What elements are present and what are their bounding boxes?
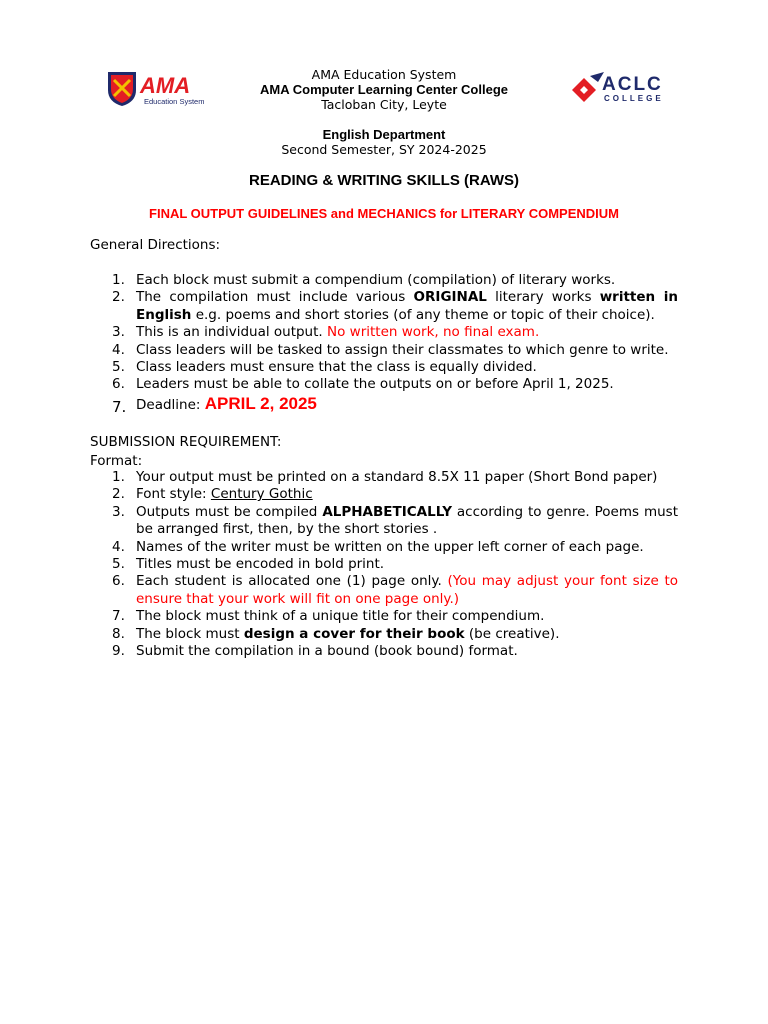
submission-list — [90, 469, 678, 660]
list-item: 5. Titles must be encoded in bold print. — [112, 556, 385, 573]
deadline-item: 7. Deadline: APRIL 2, 2025 — [112, 393, 317, 416]
ama-logo-text: AMA — [140, 73, 191, 98]
institution-location: Tacloban City, Leyte — [321, 97, 447, 112]
institution-name: AMA Computer Learning Center College — [260, 82, 508, 97]
list-item: 1. Your output must be printed on a standard 8.5X 11 paper (Short Bond paper) — [112, 469, 658, 485]
submission-heading: SUBMISSION REQUIREMENT: — [90, 434, 282, 450]
ama-logo-subtext: Education System — [144, 97, 205, 106]
guidelines-title: FINAL OUTPUT GUIDELINES and MECHANICS for LITERARY COMPENDIUM — [149, 206, 619, 221]
list-item: 3. Outputs must be compiled ALPHABETICALLY according to genre. Poems must be arranged first, then, by the short stories . — [112, 503, 679, 538]
list-item: 5. Class leaders must ensure that the class is equally divided. — [112, 359, 537, 376]
list-item: 9. Submit the compilation in a bound (book bound) format. — [112, 643, 518, 660]
list-item: 4. Class leaders will be tasked to assign their classmates to which genre to write. — [112, 341, 669, 358]
department-name: English Department — [322, 127, 446, 142]
list-item: 4. Names of the writer must be written on the upper left corner of each page. — [112, 538, 644, 555]
list-item: 6. Each student is allocated one (1) page only. (You may adjust your font size to ensure that your work will fit on one page only.) — [112, 573, 678, 607]
list-item: 2. The compilation must include various ORIGINAL literary works written in English e.g. poems and short stories (of any theme or topic of their choice). — [112, 289, 678, 323]
deadline-date: APRIL 2, 2025 — [204, 393, 317, 413]
general-directions-heading: General Directions: — [90, 237, 221, 253]
format-label: Format: — [90, 453, 143, 469]
aclc-logo-subtext: COLLEGE — [604, 94, 664, 103]
list-item: 7. The block must think of a unique title for their compendium. — [112, 608, 545, 625]
semester-label: Second Semester, SY 2024-2025 — [281, 142, 487, 157]
list-item: 1. Each block must submit a compendium (compilation) of literary works. — [112, 272, 616, 288]
list-item: 6. Leaders must be able to collate the outputs on or before April 1, 2025. — [112, 376, 614, 393]
institution-system: AMA Education System — [311, 67, 457, 82]
list-item: 2. Font style: Century Gothic — [112, 486, 313, 503]
general-directions-list — [90, 272, 678, 414]
list-item: 3. This is an individual output. No written work, no final exam. — [112, 324, 540, 341]
course-title: READING & WRITING SKILLS (RAWS) — [249, 172, 519, 189]
list-item: 8. The block must design a cover for their book (be creative). — [112, 625, 560, 642]
aclc-logo-text: ACLC — [602, 74, 663, 95]
